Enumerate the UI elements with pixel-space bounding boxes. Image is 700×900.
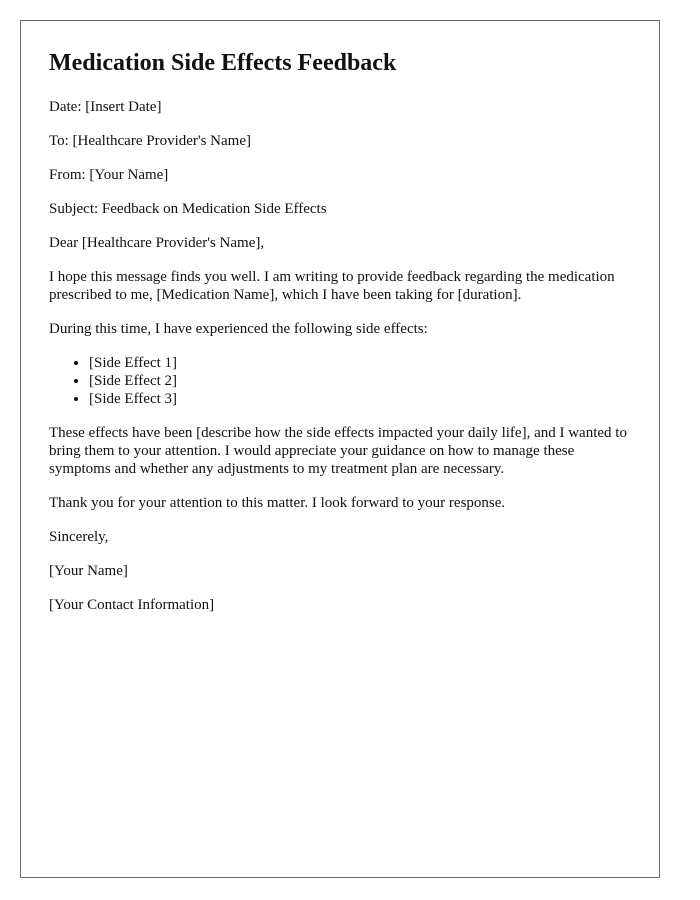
side-effects-list xyxy=(49,354,639,408)
salutation: Dear [Healthcare Provider's Name], xyxy=(49,235,265,251)
letter-title: Medication Side Effects Feedback xyxy=(49,50,397,76)
signature-contact: [Your Contact Information] xyxy=(49,597,215,613)
subject-line: Subject: Feedback on Medication Side Effects xyxy=(49,201,327,217)
impact-paragraph: These effects have been [describe how the side effects impacted your daily life], and I wanted to bring them to your attention. I would appreciate your guidance on how to manage these symptoms and whether any adjustments to my treatment plan are necessary. xyxy=(49,425,627,477)
from-line: From: [Your Name] xyxy=(49,167,169,183)
letter-page xyxy=(20,20,660,878)
signature-name: [Your Name] xyxy=(49,563,128,579)
thanks-paragraph: Thank you for your attention to this matter. I look forward to your response. xyxy=(49,495,506,511)
side-effects-intro: During this time, I have experienced the following side effects: xyxy=(49,321,428,337)
side-effect-item: • [Side Effect 1] xyxy=(89,354,639,372)
letter-content xyxy=(49,48,639,630)
side-effect-item: • [Side Effect 2] xyxy=(89,372,639,390)
date-line: Date: [Insert Date] xyxy=(49,99,162,115)
to-line: To: [Healthcare Provider's Name] xyxy=(49,133,251,149)
intro-paragraph: I hope this message finds you well. I am writing to provide feedback regarding the medication prescribed to me, [Medication Name], which I have been taking for [duration]. xyxy=(49,269,615,303)
side-effect-item: • [Side Effect 3] xyxy=(89,390,639,408)
closing: Sincerely, xyxy=(49,529,109,545)
